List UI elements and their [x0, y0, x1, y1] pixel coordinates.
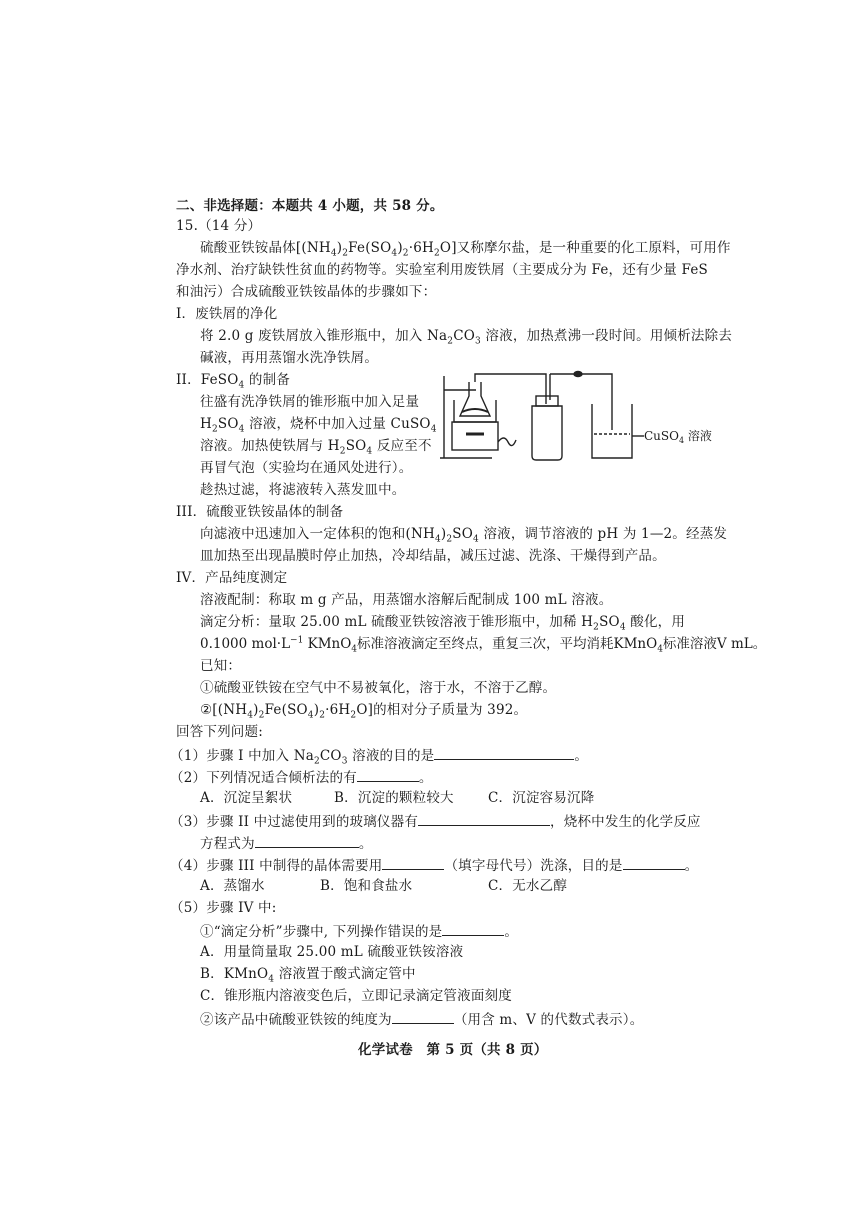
step2-line-2: $H_2SO_4$ 溶液，烧杯中加入过量 CuSO$_4$ — [200, 416, 437, 435]
question-3-line-1: （3）步骤 II 中过滤使用到的玻璃仪器有 ，烧杯中发生的化学反应 — [170, 811, 701, 831]
question-5: （5）步骤 IV 中: — [170, 900, 277, 916]
q5-option-c: C．锥形瓶内溶液变色后，立即记录滴定管液面刻度 — [200, 988, 512, 1004]
delivery-tube-2 — [550, 374, 612, 430]
step3-line-1: 向滤液中迅速加入一定体积的饱和$(NH_4)_2SO_4$ 溶液，调节溶液的 pH 为 1—2。经蒸发 — [200, 526, 728, 545]
step1-line-1: 将 2.0 g 废铁屑放入锥形瓶中，加入 $Na_2CO_3$ 溶液，加热煮沸一段时间。用倾析法除去 — [200, 328, 733, 347]
water-bath — [454, 400, 496, 422]
intro-line-3: 和油污）合成硫酸亚铁铵晶体的步骤如下： — [176, 284, 437, 300]
step4-title: IV．产品纯度测定 — [176, 570, 288, 586]
q5-sub-2: ②该产品中硫酸亚铁铵的纯度为 （用含 m、V 的代数式表示）。 — [200, 1009, 643, 1029]
answer-blank-3b[interactable] — [255, 833, 359, 848]
question-4: （4）步骤 III 中制得的晶体需要用 （填字母代号）洗涤，目的是 。 — [170, 855, 698, 875]
heater — [452, 422, 498, 450]
wash-bottle — [532, 406, 562, 460]
step4-line-2: 滴定分析：量取 25.00 mL 硫酸亚铁铵溶液于锥形瓶中，加稀 $H_2SO_4$ 酸化，用 — [200, 614, 686, 633]
answer-blank-4a[interactable] — [382, 855, 444, 870]
answer-blank-5b[interactable] — [392, 1009, 454, 1024]
answer-blank-2[interactable] — [357, 767, 419, 782]
q5-option-a: A．用量筒量取 25.00 mL 硫酸亚铁铵溶液 — [200, 944, 464, 960]
step2-line-3: 溶液。加热使铁屑与 $H_2SO_4$ 反应至不 — [200, 438, 432, 457]
known-item-2: $②[(NH_4)_2Fe(SO_4)_2\cdot 6H_2O]$的相对分子质量为 392。 — [200, 702, 528, 721]
q4-option-c: C．无水乙醇 — [488, 878, 568, 894]
answer-blank-4b[interactable] — [623, 855, 685, 870]
q2-option-a: A．沉淀呈絮状 — [200, 790, 293, 806]
step2-title: II．FeSO$_4$ 的制备 — [176, 372, 291, 391]
known-item-1: ①硫酸亚铁铵在空气中不易被氧化，溶于水，不溶于乙醇。 — [200, 680, 557, 696]
q4-option-a: A．蒸馏水 — [200, 878, 265, 894]
bottle-stopper — [536, 396, 558, 406]
step2-line-4: 再冒气泡（实验均在通风处进行）。 — [200, 460, 413, 476]
q2-option-b: B．沉淀的颗粒较大 — [334, 790, 454, 806]
cord — [498, 438, 516, 446]
question-3-line-2: 方程式为 。 — [200, 833, 373, 853]
answer-prompt: 回答下列问题: — [176, 724, 263, 740]
known-label: 已知： — [200, 658, 242, 674]
answer-blank-1[interactable] — [434, 745, 574, 760]
answer-blank-3a[interactable] — [418, 811, 550, 826]
q5-option-b: B．KMnO$_4$ 溶液置于酸式滴定管中 — [200, 966, 416, 985]
intro-line-1: 硫酸亚铁铵晶体$[(NH_4)_2Fe(SO_4)_2\cdot 6H_2O]$又称摩尔盐，是一种重要的化工原料，可用作 — [200, 240, 731, 259]
answer-blank-5a[interactable] — [442, 921, 504, 936]
page-footer: 化学试卷 第 5 页（共 8 页） — [358, 1042, 548, 1058]
question-number: 15.（14 分） — [176, 218, 262, 234]
step4-line-3: 0.1000 $mol\cdot L^{-1}$ KMnO$_4$标准溶液滴定至终点，重复三次，平均消耗KMnO$_4$标准溶液V mL。 — [200, 635, 767, 655]
step3-line-2: 皿加热至出现晶膜时停止加热，冷却结晶，减压过滤、洗涤、干燥得到产品。 — [200, 548, 666, 564]
q4-option-b: B．饱和食盐水 — [320, 878, 413, 894]
step2-line-5: 趁热过滤，将滤液转入蒸发皿中。 — [200, 482, 406, 498]
apparatus-diagram — [432, 370, 722, 465]
question-1: （1）步骤 I 中加入 $Na_2CO_3$ 溶液的目的是 。 — [170, 745, 588, 765]
step2-line-1: 往盛有洗净铁屑的锥形瓶中加入足量 — [200, 394, 420, 410]
beaker-label: CuSO$_4$ 溶液 — [644, 429, 712, 445]
step4-line-1: 溶液配制：称取 m g 产品，用蒸馏水溶解后配制成 100 mL 溶液。 — [200, 592, 613, 608]
step3-title: III．硫酸亚铁铵晶体的制备 — [176, 504, 344, 520]
q2-option-c: C．沉淀容易沉降 — [488, 790, 595, 806]
intro-line-2: 净水剂、治疗缺铁性贫血的药物等。实验室利用废铁屑（主要成分为 Fe，还有少量 FeS — [176, 262, 708, 278]
step1-title: I．废铁屑的净化 — [176, 306, 278, 322]
step1-line-2: 碱液，再用蒸馏水洗净铁屑。 — [200, 350, 379, 366]
q5-sub-1: ①“滴定分析”步骤中, 下列操作错误的是 。 — [200, 921, 518, 941]
question-2: （2）下列情况适合倾析法的有 。 — [170, 767, 433, 787]
section-heading: 二、非选择题：本题共 4 小题，共 58 分。 — [176, 198, 444, 214]
